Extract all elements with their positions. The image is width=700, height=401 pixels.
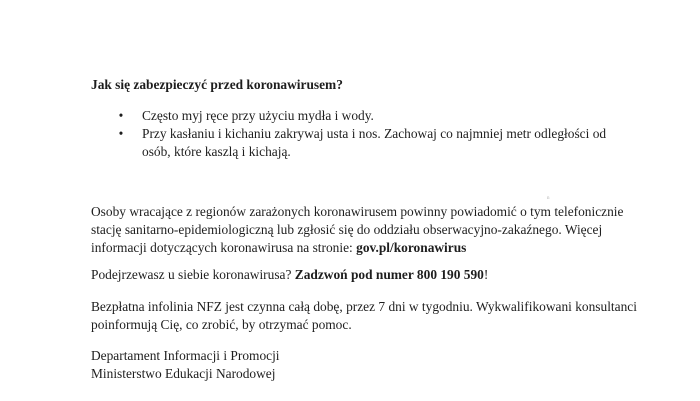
scan-artifact: ⁿ [547, 194, 550, 203]
paragraph-text: Podejrzewasz u siebie koronawirusa? [91, 267, 295, 282]
paragraph-suffix: ! [483, 267, 489, 282]
list-item-text: Często myj ręce przy użyciu mydła i wody. [142, 108, 374, 123]
list-item [91, 107, 611, 125]
signature-block [91, 347, 491, 383]
signature-ministry: Ministerstwo Edukacji Narodowej [91, 366, 276, 381]
hotline-paragraph [91, 266, 651, 284]
paragraph-text: Osoby wracające z regionów zarażonych koronawirusem powinny powiadomić o tym telefonicznie stację sanitarno-epidemiologiczną lub zgłosić się do oddziału obserwacyjno-zakaźnego. Więcej informacji dotyczących koronawirusa na stronie: [91, 204, 624, 255]
nfz-infoline-paragraph: Bezpłatna infolinia NFZ jest czynna całą dobę, przez 7 dni w tygodniu. Wykwalifikowani konsultanci poinformują Cię, co zrobić, by otrzymać pomoc. [91, 299, 637, 332]
website-link[interactable]: gov.pl/koronawirus [356, 240, 467, 255]
document-heading: Jak się zabezpieczyć przed koronawirusem? [91, 77, 343, 92]
hotline-number: Zadzwoń pod numer 800 190 590 [294, 267, 484, 282]
prevention-list [91, 107, 611, 161]
signature-department: Departament Informacji i Promocji [91, 348, 280, 363]
list-item-text: Przy kasłaniu i kichaniu zakrywaj usta i nos. Zachowaj co najmniej metr odległości od osób, które kaszlą i kichają. [142, 126, 607, 159]
list-item [91, 125, 611, 161]
bullet-icon [115, 107, 127, 125]
bullet-icon [115, 125, 127, 143]
returning-travelers-paragraph [91, 203, 631, 257]
